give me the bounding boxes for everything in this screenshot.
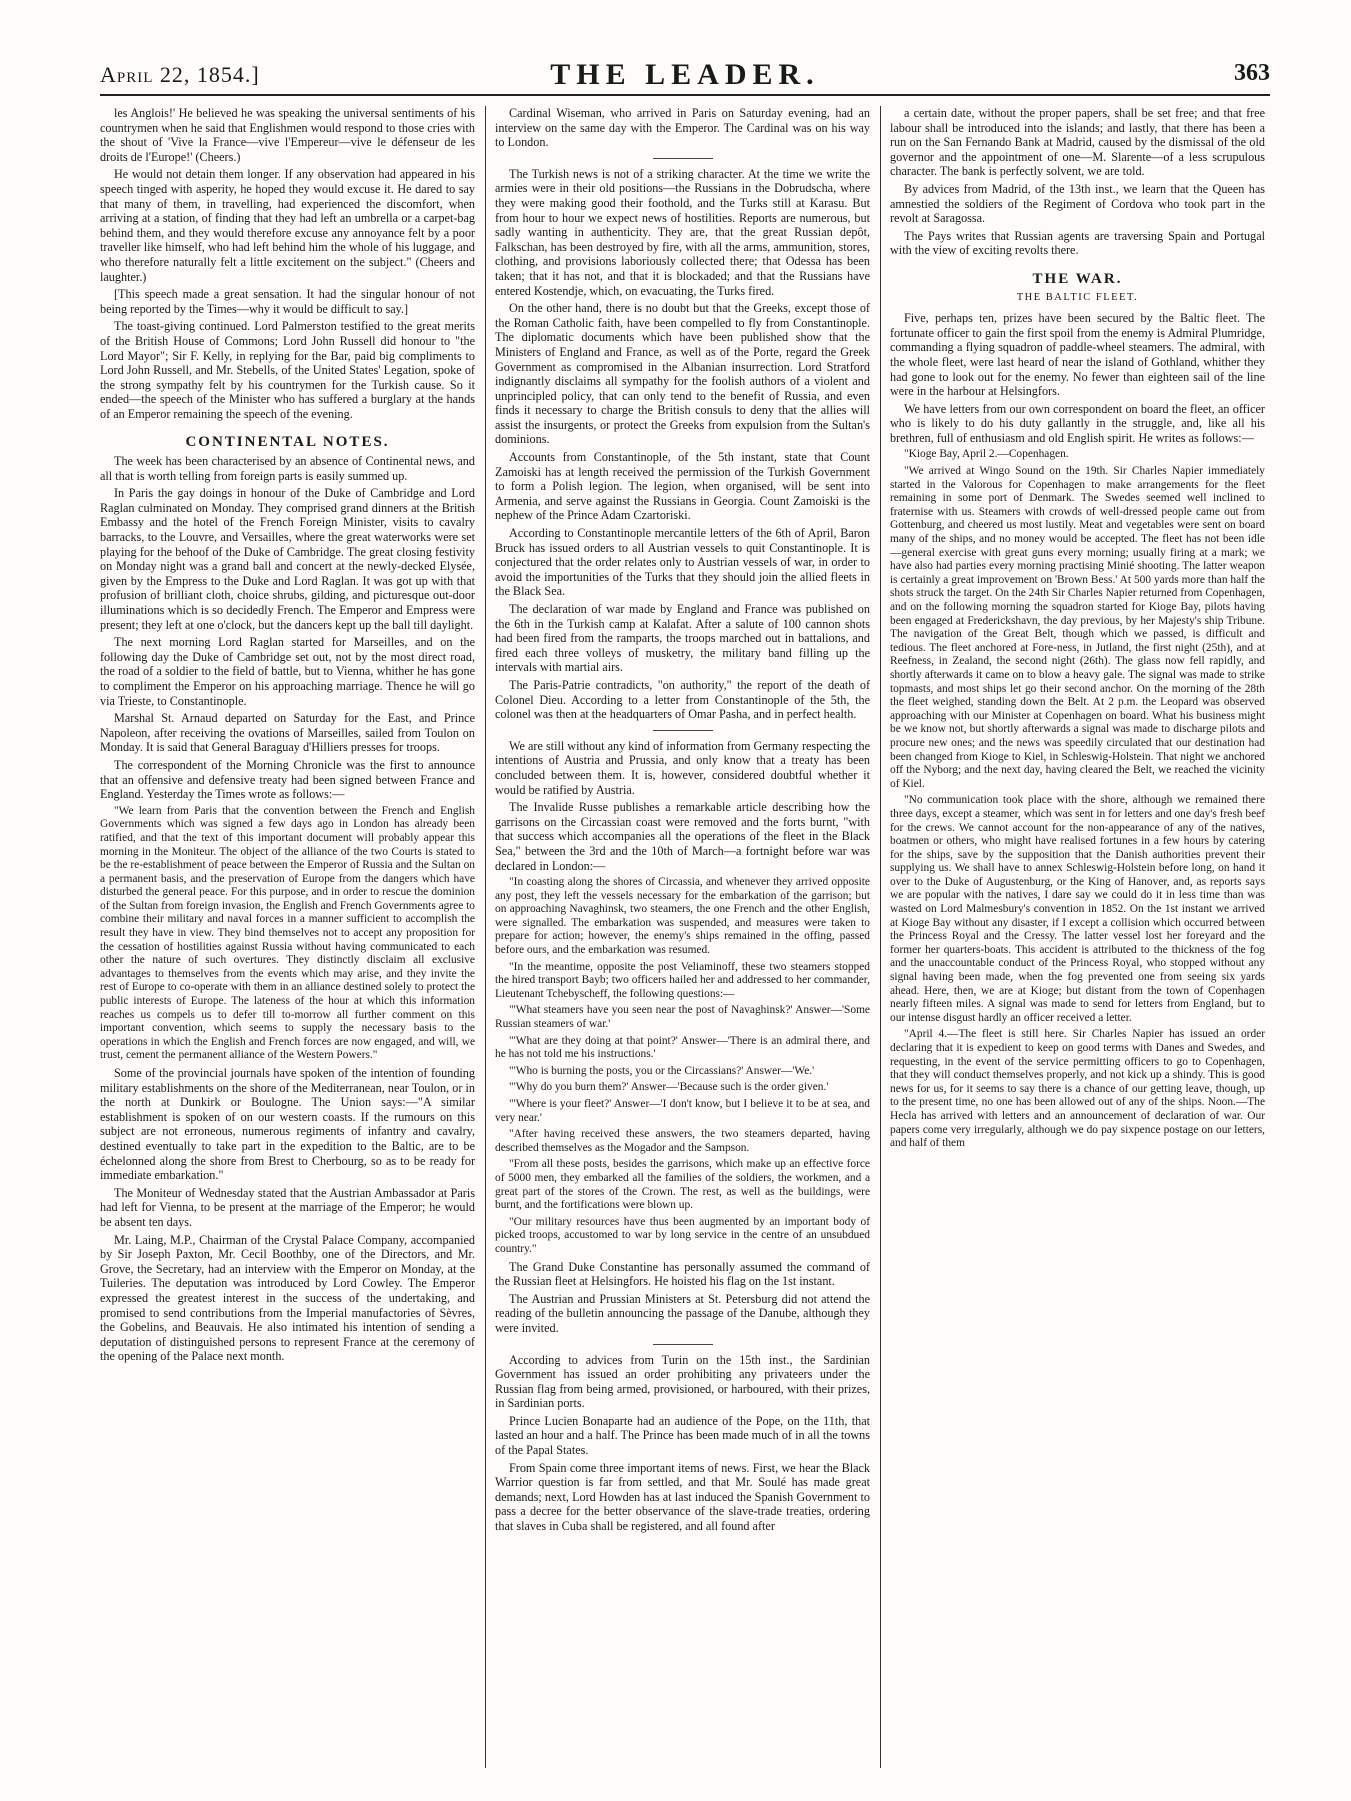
italy-spain-news-body <box>495 1353 870 1534</box>
article-paragraph: According to advices from Turin on the 15th inst., the Sardinian Government has issued an order prohibiting any privateers under the Russian flag from being armed, provisioned, or harboured, with their prizes, in Sardinian ports. <box>495 1352 870 1411</box>
article-paragraph: a certain date, without the proper papers, shall be set free; and that free labour shall be introduced into the islands; and lastly, that there has been a run on the San Fernando Bank at Madrid, caused by the dismissal of the old governor and the appointment of one—M. Slarente—of a less scrupulous character. The bank is perfectly solvent, we are told. <box>890 106 1265 179</box>
article-paragraph: les Anglois!' He believed he was speaking the universal sentiments of his countrymen when he said that Englishmen would respond to those cries with the shout of 'Vive la France—vive l'Empereur—vive le défenseur de les droits de l'Europe!' (Cheers.) <box>100 106 475 164</box>
column-rule <box>485 106 486 1768</box>
article-paragraph: [This speech made a great sensation. It had the singular honour of not being reported by the Times—why it would be difficult to say.] <box>100 287 475 316</box>
newspaper-page <box>100 58 1270 1768</box>
article-paragraph: "'What steamers have you seen near the post of Navaghinsk?' Answer—'Some Russian steamers of war.' <box>495 1004 870 1031</box>
article-paragraph: We are still without any kind of information from Germany respecting the intentions of Austria and Prussia, and only know that a treaty has been concluded between them. It is, however, considered doubtful whether it would be ratified by Austria. <box>495 738 870 797</box>
article-paragraph: From Spain come three important items of news. First, we hear the Black Warrior question is far from settled, and that Mr. Soulé has made great demands; next, Lord Howden has at last induced the Spanish Government to pass a decree for the better observance of the slave-trade treaties, ordering that slaves in Cuba shall be registered, and all found after <box>495 1460 870 1534</box>
page-number: 363 <box>1234 60 1270 86</box>
article-paragraph: The Moniteur of Wednesday stated that the Austrian Ambassador at Paris had left for Vienna, to be present at the marriage of the Emperor; he would be absent ten days. <box>100 1185 475 1229</box>
spain-news-continued <box>890 106 1265 258</box>
article-paragraph: The Austrian and Prussian Ministers at St. Petersburg did not attend the reading of the bulletin announcing the passage of the Danube, although they were invited. <box>495 1291 870 1335</box>
columns <box>100 106 1270 1768</box>
article-paragraph: "No communication took place with the shore, although we remained there three days, except a steamer, which was sent in for letters and one day's fresh beef for the crews. We cannot account for the non-appearance of any of the natives, boatmen or others, who might have realised fortunes in a few hours by catering for the ships, save by the supposition that the Danish authorities prevent their supplying us. We shall have to annex Schleswig-Holstein before long, on hand it over to the Duke of Augustenburg, or the King of Hanover, and, as reports says we are popular with the natives, I dare say we could do it in less time than was wasted on Lord Malmesbury's convention in 1852. On the 1st instant we arrived at Kioge Bay without any disaster, if I except a collision which occurred between the Princess Royal and the Cressy. The latter vessel lost her foreyard and the former her quarters-boats. This accident is attributed to the thickness of the fog and the unaccountable conduct of the Princess Royal, who stopped without any signal having been made, when the fog prevented one from seeing six yards ahead. Here, then, we are at Kioge; but distant from the town of Copenhagen nearly fifteen miles. A signal was made to send for letters from England, but to our intense disgust hardly an officer received a letter. <box>890 794 1265 1024</box>
article-paragraph: "'Why do you burn them?' Answer—'Because such is the order given.' <box>509 1081 829 1094</box>
cardinal-paragraph <box>495 106 870 150</box>
article-paragraph: "April 4.—The fleet is still here. Sir Charles Napier has issued an order declaring that it is expedient to keep on good terms with Danes and Swedes, and requesting, in the event of the service permitting officers to go to Copenhagen, that they will conduct themselves properly, and not kick up a shindy. This is good news for us, for it seems to say there is a chance of our getting leave, though, up to the present time, no one has been allowed out of any of the ships. Noon.—The Hecla has arrived with letters and an announcement of declaration of war. Our papers come very irregularly, although we do pay sixpence postage on our letters, and half of them <box>890 1028 1265 1150</box>
article-paragraph: "'Where is your fleet?' Answer—'I don't know, but I believe it to be at sea, and very near.' <box>495 1098 870 1124</box>
article-paragraph: "We learn from Paris that the convention between the French and English Governments which was signed a few days ago in London has already been ratified, and that the text of this important document will probably appear this morning in the Moniteur. The object of the alliance of the two Courts is stated to be the re-establishment of peace between the Emperor of Russia and the Sultan on a permanent basis, and the preservation of Europe from the dangers which have disturbed the general peace. For this purpose, and in order to rescue the dominion of the Sultan from foreign invasion, the English and French Governments agree to combine their military and naval forces in a manner sufficient to accomplish the result they have in view. They bind themselves not to accept any proposition for the cessation of hostilities against Russia without having communicated to each other the nature of such overtures. They distinctly disclaim all exclusive advantages to themselves from the events which may arise, and they invite the rest of Europe to co-operate with them in an alliance destined solely to protect the public interests of Europe. The lateness of the hour at which this information reaches us compels us to defer till to-morrow all further comment on this important convention, which seems to supply the necessary basis to the operations in which the English and French forces are now engaged, and will, we trust, cement the permanent alliance of the Western Powers." <box>100 804 475 1062</box>
article-paragraph: The Turkish news is not of a striking character. At the time we write the armies were in their old positions—the Russians in the Dobrudscha, where they were making good their foothold, and the Turks still at Karasu. But from hour to hour we expect news of hostilities. Reports are numerous, but sadly wanting in authenticity. They are, that the great Russian depôt, Falkschan, has been destroyed by fire, with all the arms, ammunition, stores, clothing, and provisions laboriously collected there; that Odessa has been taken; that it has not, and that it is blockaded; and that the Russians have entered Kostendje, which, on evacuating, the Turks fired. <box>495 166 870 298</box>
article-paragraph: Five, perhaps ten, prizes have been secured by the Baltic fleet. The fortunate officer to gain the first spoil from the enemy is Admiral Plumridge, commanding a flying squadron of paddle-wheel steamers. The admiral, with the whole fleet, were last heard of near the island of Gothland, whither they had gone to look out for the enemy. No fewer than eighteen sail of the line were in the harbour at Helsingfors. <box>890 311 1265 399</box>
article-paragraph: The week has been characterised by an absence of Continental news, and all that is worth telling from foreign parts is easily summed up. <box>100 454 475 483</box>
article-paragraph: By advices from Madrid, of the 13th inst., we learn that the Queen has amnestied the soldiers of the Regiment of Cordova who took part in the revolt at Saragossa. <box>890 181 1265 226</box>
article-paragraph: "In coasting along the shores of Circassia, and whenever they arrived opposite any post, they left the vessels necessary for the embarkation of the garrison; but on approaching Navaghinsk, two steamers, the one French and the other English, were signalled. The embarkation was suspended, and measures were taken to prepare for action; however, the enemy's ships remained in the offing, passed before ours, and the embarkation was resumed. <box>495 876 870 957</box>
article-paragraph: Marshal St. Arnaud departed on Saturday for the East, and Prince Napoleon, after receiving the ovations of Marseilles, sailed from Toulon on Monday. It is said that General Baraguay d'Hilliers presses for troops. <box>100 711 475 755</box>
article-paragraph: Cardinal Wiseman, who arrived in Paris on Saturday evening, had an interview on the same day with the Emperor. The Cardinal was on his way to London. <box>495 106 870 150</box>
article-paragraph: Prince Lucien Bonaparte had an audience of the Pope, on the 11th, that lasted an hour and a half. The Prince has been made much of in all the towns of the Papal States. <box>495 1413 870 1458</box>
column-rule <box>880 106 881 1768</box>
article-paragraph: The Pays writes that Russian agents are traversing Spain and Portugal with the view of exciting revolts there. <box>890 228 1265 258</box>
article-paragraph: "From all these posts, besides the garrisons, which make up an effective force of 5000 men, they embarked all the families of the soldiers, the workmen, and a great part of the stores of the Crown. The rest, as well as the buildings, were burnt, and the fortifications were blown up. <box>495 1158 870 1212</box>
article-paragraph: The Paris-Patrie contradicts, "on authority," the report of the death of Colonel Dieu. According to a letter from Constantinople of the 5th, the colonel was then at the headquarters of Omar Pasha, and in perfect health. <box>495 677 870 722</box>
subheading-baltic-fleet: THE BALTIC FLEET. <box>1016 291 1139 303</box>
turkish-news-body <box>495 167 870 722</box>
article-paragraph: The declaration of war made by England and France was published on the 6th in the Turkish camp at Kalafat. After a salute of 100 cannon shots had been fired from the ramparts, the troops marched out in battalions, and fired each three volleys of musketry, the military band filling up the intervals with martial airs. <box>495 602 870 675</box>
divider <box>653 730 713 731</box>
article-paragraph: In Paris the gay doings in honour of the Duke of Cambridge and Lord Raglan culminated on Monday. They comprised grand dinners at the British Embassy and the hotel of the French Foreign Minister, visits to cavalry barracks, to the Louvre, and Versailles, where the great waterworks were set playing for the behoof of the Duke of Cambridge. The great closing festivity on Monday night was a grand ball and concert at the newly-decked Elysée, given by the Empress to the Duke and Lord Raglan. It was got up with that profusion of brilliant cloth, choice shrubs, gilding, and picturesque out-door illuminations which is so decidedly French. The Emperor and Empress were present; they left at one o'clock, but the dancers kept up the ball till daylight. <box>100 486 475 632</box>
speech-continued <box>100 106 475 421</box>
column-3 <box>890 106 1265 1768</box>
section-heading-war: THE WAR. <box>1032 270 1123 287</box>
article-paragraph: "'Who is burning the posts, you or the Circassians?' Answer—'We.' <box>509 1064 815 1077</box>
article-paragraph: "After having received these answers, the two steamers departed, having described themselves as the Mogador and the Sampson. <box>495 1128 870 1154</box>
article-paragraph: Some of the provincial journals have spoken of the intention of founding military establishments on the shore of the Mediterranean, near Toulon, or in the north at Dunkirk or Boulogne. The Union says:—"A similar establishment is spoken of on our western coasts. If the rumours on this subject are not erroneous, numerous regiments of infantry and cavalry, destined eventually to take part in the expedition to the Baltic, are to be échelonned along the shore from Brest to Cherbourg, so as to be ready for immediate embarkation." <box>100 1066 475 1183</box>
article-paragraph: According to Constantinople mercantile letters of the 6th of April, Baron Bruck has issued orders to all Austrian vessels to quit Constantinople. It is conjectured that the order relates only to Austrian vessels of war, in order to avoid the importunities of the Turks that they should join the allied fleets in the Black Sea. <box>495 526 870 599</box>
article-paragraph: The next morning Lord Raglan started for Marseilles, and on the following day the Duke of Cambridge set out, not by the most direct road, the road of a soldier to the field of battle, but to Vienna, whither he has gone to compliment the Emperor on his approaching marriage. Thence he will go via Trieste, to Constantinople. <box>100 635 475 708</box>
article-paragraph: "Our military resources have thus been augmented by an important body of picked troops, accustomed to war by long service in the centre of an unsubdued country." <box>495 1215 870 1255</box>
divider <box>653 158 713 159</box>
article-paragraph: We have letters from our own correspondent on board the fleet, an officer who is likely to do his duty gallantly in the struggle, and, like all his brethren, full of enthusiasm and old English spirit. He writes as follows:— <box>890 401 1265 445</box>
article-paragraph: The Invalide Russe publishes a remarkable article describing how the garrisons on the Circassian coast were removed and the forts burnt, "with that success which accompanies all the operations of the fleet in the Black Sea," between the 3rd and the 10th of March—a fortnight before war was declared in London:— <box>495 800 870 873</box>
german-russian-news-body <box>495 739 870 1336</box>
masthead <box>100 58 1270 96</box>
column-2 <box>495 106 870 1768</box>
section-heading-continental: CONTINENTAL NOTES. <box>185 434 390 451</box>
issue-date: April 22, 1854.] <box>100 62 260 87</box>
article-paragraph: The Grand Duke Constantine has personally assumed the command of the Russian fleet at Helsingfors. He hoisted his flag on the 1st instant. <box>495 1259 870 1289</box>
divider <box>653 1344 713 1345</box>
war-body <box>890 311 1265 1151</box>
article-paragraph: Accounts from Constantinople, of the 5th instant, state that Count Zamoiski has at length received the permission of the Turkish Government to form a Polish legion. The legion, when organised, will be sent into Armenia, and serve against the Russians in Georgia. Count Zamoiski is the nephew of the Prince Adam Czartoriski. <box>495 450 870 523</box>
article-paragraph: "'What are they doing at that point?' Answer—'There is an admiral there, and he has not told me his instructions.' <box>495 1034 870 1061</box>
article-paragraph: "Kioge Bay, April 2.—Copenhagen. <box>904 448 1069 461</box>
article-paragraph: The toast-giving continued. Lord Palmerston testified to the great merits of the British House of Commons; Lord John Russell did honour to "the Lord Mayor"; Sir F. Kelly, in replying for the Bar, paid big compliments to Lord John Russell, and Mr. Stebells, of the United States' Legation, spoke of the strong sympathy felt by his countrymen for the Turkish cause. So it ended—the speech of the Minister who has suffered a burglary at the hands of an Emperor remaining the speech of the evening. <box>100 319 475 421</box>
column-1 <box>100 106 475 1768</box>
article-paragraph: "We arrived at Wingo Sound on the 19th. Sir Charles Napier immediately started in the Valorous for Copenhagen to make arrangements for the fleet remaining in some port of Denmark. The Swedes seemed well inclined to fraternise with us. Steamers with crowds of well-dressed people came out from Gottenburg, and cheered us most lustily. Meat and vegetables were sent on board many of the ships, and no money would be accepted. The fleet has not been idle—general exercise with great guns every morning; usually firing at a mark; we have also had parties every morning practising Minié shooting. The latter weapon is certainly a great improvement on 'Brown Bess.' At 500 yards more than half the shots struck the target. On the 24th Sir Charles Napier returned from Copenhagen, and on the following morning the squadron started for Kioge Bay, pilots having been engaged at Frederickshavn, the day previous, by her Majesty's ship Tribune. The navigation of the Great Belt, though which we passed, is difficult and tedious. The fleet anchored at Fore-ness, in Jutland, the first night (25th), and at Reefness, in Zealand, the second night (26th). The glass now fell rapidly, and shortly afterwards it came on to blow a heavy gale. The signal was made to strike topmasts, and most ships let go their second anchor. On the morning of the 28th the fleet weighed, standing down the Belt. At 2 p.m. the Leopard was observed approaching with our Minister at Copenhagen on board. What his business might be we know not, but shortly afterwards a signal was made to discharge pilots and procure new ones; and the news was speedily circulated that our destination had been changed from Kioge to Kiel, in Schleswig-Holstein. That night we anchored off the Nyborg; and the next day, having cleared the Belt, we reached the vicinity of Kiel. <box>890 465 1265 790</box>
newspaper-title: THE LEADER. <box>550 58 820 91</box>
continental-notes-body <box>100 454 475 1364</box>
article-paragraph: He would not detain them longer. If any observation had appeared in his speech tinged with asperity, he hoped they would excuse it. He dared to say that many of them, in travelling, had experienced the discomfort, when arriving at a station, of finding that they had left an umbrella or a carpet-bag behind them, and they would therefore excuse any annoyance felt by a poor traveller like himself, who had left behind him the whole of his luggage, and who therefore naturally felt a little excitement on the subject." (Cheers and laughter.) <box>100 167 475 284</box>
article-paragraph: The correspondent of the Morning Chronicle was the first to announce that an offensive and defensive treaty had been signed between France and England. Yesterday the Times wrote as follows:— <box>100 757 475 802</box>
article-paragraph: "In the meantime, opposite the post Veliaminoff, these two steamers stopped the hired transport Bayb; two officers hailed her and addressed to her commander, Lieutenant Tchebyscheff, the following questions:— <box>495 960 870 1000</box>
article-paragraph: Mr. Laing, M.P., Chairman of the Crystal Palace Company, accompanied by Sir Joseph Paxton, Mr. Cecil Boothby, one of the Directors, and Mr. Grove, the Secretary, had an interview with the Emperor on Monday, at the Tuileries. The deputation was introduced by Lord Cowley. The Emperor expressed the greatest interest in the success of the undertaking, and promised to send contributions from the Imperial manufactories of Sèvres, the Gobelins, and Beauvais. He also intimated his intention of sending a deputation of distinguished persons to represent France at the ceremony of the opening of the Palace next month. <box>100 1232 475 1364</box>
article-paragraph: On the other hand, there is no doubt but that the Greeks, except those of the Roman Catholic faith, have been compelled to fly from Constantinople. The diplomatic documents which have been published show that the Ministers of England and France, as well as of the Porte, regard the Greek Government as compromised in the Albanian insurrection. Lord Stratford indignantly disclaims all sympathy for the foolish authors of a violent and unprincipled policy, that can only tend to the benefit of Russia, and even finds it necessary to charge the British consuls to deny that the allies will assist the insurgents, or protect the Greeks from expulsion from the Sultan's dominions. <box>495 301 870 447</box>
